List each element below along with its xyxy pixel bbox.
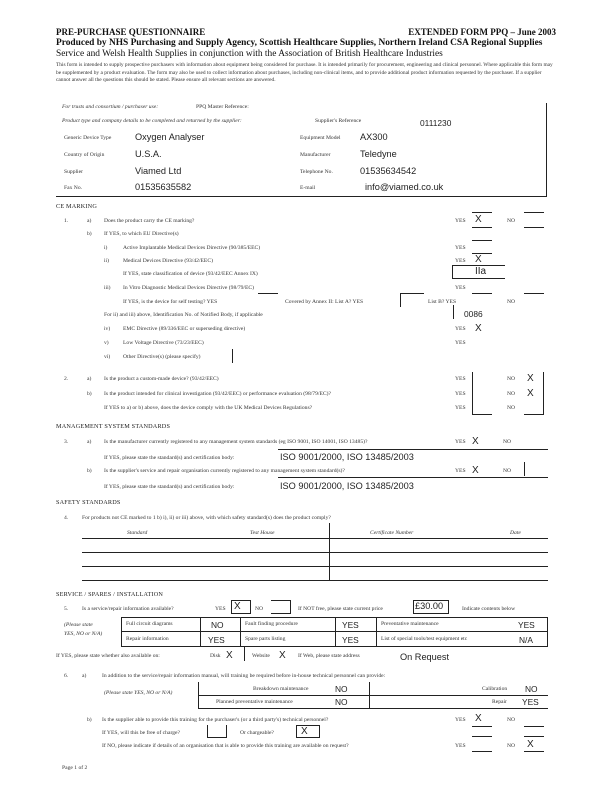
q6c-yes-label: YES (455, 743, 466, 749)
full-circuit-diagrams-label: Full circuit diagrams (126, 621, 173, 627)
directive-ii-yes-label: YES (455, 258, 466, 264)
web-address-label: If Web, please state address (298, 653, 360, 659)
q3a-letter: a) (87, 439, 92, 445)
directive-ii-number: ii) (104, 258, 109, 264)
self-testing-label: If YES, is the device for self testing? YES (123, 299, 218, 305)
q3a-state-value[interactable]: ISO 9001/2000, ISO 13485/2003 (280, 452, 414, 462)
q2a-yes-label: YES (455, 376, 466, 382)
q2a-no-checkbox[interactable]: X (527, 373, 534, 384)
q6c-text: If NO, please indicate if details of an organisation that is able to provide this training are available on request? (102, 743, 349, 749)
q6c-yes-bottom-line (472, 751, 492, 752)
intro-text: This form is intended to supply prospective purchasers with information about equipment being considered for purchase. It is intended primarily for procurement, engineering and clinical personnel. Where applicable this form may be supplemented by a product evaluation. The form may also be used to collect information about purchases, including non-clinical items, and to provide additional product information requested by the purchaser. If a supplier cannot answer all the questions this should be stated. Please ensure all relevant sections are answered. (56, 62, 553, 83)
list-b-label: List B? YES (428, 299, 457, 305)
contents-label: Indicate contents below (462, 606, 516, 612)
directive-iii-yes-label: YES (455, 285, 466, 291)
q2c-text: If YES to a) or b) above, does the device comply with the UK Medical Devices Regulations? (104, 405, 313, 411)
q2a-letter: a) (87, 376, 92, 382)
q1a-no-label: NO (507, 218, 516, 224)
q1a-letter: a) (87, 218, 92, 224)
q2c-yes-label: YES (455, 405, 466, 411)
q6b-letter: b) (87, 717, 92, 723)
directive-iv-text: EMC Directive (89/336/EEC or superseding directive) (123, 326, 246, 332)
service-grid-v1 (200, 617, 201, 647)
q3a-no-label: NO (503, 439, 512, 445)
directive-vi-text: Other Directive(s) (please specify) (123, 354, 201, 360)
repair-value[interactable]: YES (522, 697, 539, 707)
q2b-letter: b) (87, 391, 92, 397)
q3-number: 3. (64, 439, 69, 445)
directive-iv-number: iv) (104, 326, 111, 332)
list-b-no-line (524, 293, 544, 294)
q1-number: 1. (64, 218, 69, 224)
service-grid-v4 (376, 617, 377, 647)
equipment-model-label: Equipment Model (300, 135, 341, 141)
website-checkbox[interactable]: X (279, 650, 286, 661)
q2b-text: Is the product intended for clinical investigation (93/42/EEC) or performance evaluation (98/79/EC)? (104, 391, 331, 397)
email-label: E-mail (300, 185, 316, 191)
q3b-state-label: If YES, please state the standard(s) and certification body: (104, 484, 235, 490)
col-certificate-number: Certificate Number (370, 530, 414, 536)
equipment-model-value[interactable]: AX300 (360, 132, 388, 142)
q6c-yes-top-line (472, 736, 492, 737)
q3b-no-border (524, 462, 525, 476)
service-grid-v2 (240, 617, 241, 647)
q6b-no-line (524, 726, 544, 727)
country-of-origin-label: Country of Origin (64, 152, 105, 158)
q3b-letter: b) (87, 468, 92, 474)
telephone-label: Telephone No. (300, 169, 333, 175)
calibration-value[interactable]: NO (525, 684, 538, 694)
generic-device-type-label: Generic Device Type (64, 135, 112, 141)
training-side-label: (Please state YES, NO or N/A) (104, 690, 173, 696)
q6c-no-checkbox[interactable]: X (527, 739, 534, 750)
q6-number: 6. (64, 673, 69, 679)
safety-table-row[interactable] (82, 552, 548, 553)
planned-maintenance-value[interactable]: NO (335, 697, 348, 707)
free-of-charge-label: If YES, will this be free of charge? (102, 730, 180, 736)
q2b-no-checkbox[interactable]: X (527, 388, 534, 399)
country-of-origin-value[interactable]: U.S.A. (135, 149, 162, 159)
list-a-box[interactable] (400, 293, 424, 307)
q4-number: 4. (64, 515, 69, 521)
q3b-yes-label: YES (455, 468, 466, 474)
q1a-yes-top-line (472, 212, 492, 213)
list-b-no-label: NO (507, 299, 516, 305)
q2a-no-label: NO (507, 376, 516, 382)
manufacturer-value[interactable]: Teledyne (360, 149, 397, 159)
service-grid-v3 (335, 617, 336, 647)
q3b-text: Is the supplier's service and repair organisation currently registered to any management system standard(s)? (104, 468, 345, 474)
fax-value[interactable]: 01535635582 (135, 182, 192, 192)
preventative-maintenance-label: Preventative maintenance (381, 621, 439, 627)
ppq-master-ref-label: PPQ Master Reference: (196, 104, 249, 110)
q4-text: For products not CE marked to 1 b) i), ii) or iii) above, with which safety standard(s) does the product comply? (82, 515, 331, 521)
telephone-value[interactable]: 01535634542 (360, 166, 417, 176)
q3b-no-label: NO (503, 468, 512, 474)
notified-body-value[interactable]: 0086 (464, 309, 483, 319)
management-heading: MANAGEMENT SYSTEM STANDARDS (56, 423, 171, 430)
directive-i-text: Active Implantable Medical Devices Directive (90/385/EEC) (123, 245, 261, 251)
producer-line-1: Produced by NHS Purchasing and Supply Agency, Scottish Healthcare Supplies, Northern Ireland CSA Regional Supplies (56, 38, 543, 48)
spare-parts-value[interactable]: YES (342, 635, 359, 645)
q5-yes-checkbox[interactable]: X (234, 601, 241, 612)
q3a-divider (278, 449, 548, 450)
q5-text: Is a service/repair information available? (82, 606, 174, 612)
q6a-letter: a) (82, 673, 87, 679)
q6b-no-label: NO (507, 717, 516, 723)
directive-iii-text: In Vitro Diagnostic Medical Devices Directive (98/79/EC) (123, 285, 254, 291)
purchaser-use-label: For trusts and consortium / purchaser use: (62, 104, 159, 110)
repair-information-value[interactable]: YES (208, 635, 225, 645)
disk-divider (244, 647, 245, 661)
directive-ii-yes-checkbox[interactable]: X (475, 254, 482, 265)
spare-parts-label: Spare parts listing (245, 636, 286, 642)
self-testing-line (258, 293, 278, 294)
q2-yes-column-box (472, 372, 492, 415)
preventative-maintenance-value[interactable]: YES (518, 620, 535, 630)
fault-finding-value[interactable]: YES (342, 620, 359, 630)
q3a-state-label: If YES, please state the standard(s) and certification body: (104, 455, 235, 461)
q6b-text: Is the supplier able to provide this training for the purchaser's (or a third party's) technical personnel? (102, 717, 329, 723)
q6c-no-top-line (524, 736, 544, 737)
ref-box-bottom-border (56, 196, 547, 197)
repair-information-label: Repair information (126, 636, 169, 642)
available-on-label: If YES, please state whether also available on: (56, 653, 160, 659)
q5-no-label: NO (255, 606, 264, 612)
breakdown-maintenance-label: Breakdown maintenance (253, 686, 309, 692)
q2-no-column-box (524, 372, 544, 415)
form-title: PRE-PURCHASE QUESTIONNAIRE (56, 27, 206, 37)
q3b-divider (278, 477, 548, 478)
disk-label: Disk (210, 653, 221, 659)
q1a-no-top-line (524, 212, 544, 213)
supplier-ref-value[interactable]: 0111230 (420, 118, 452, 128)
directive-iv-yes-label: YES (455, 326, 466, 332)
supplier-label: Supplier (64, 169, 83, 175)
calibration-label: Calibration (482, 686, 508, 692)
training-grid-bottom (198, 708, 548, 709)
q2-number: 2. (64, 376, 69, 382)
service-heading: SERVICE / SPARES / INSTALLATION (56, 591, 164, 598)
supplier-value[interactable]: Viamed Ltd (135, 166, 182, 176)
manufacturer-label: Manufacturer (300, 152, 331, 158)
directive-v-text: Low Voltage Directive (73/23/EEC) (123, 340, 204, 346)
other-directive-field[interactable] (232, 349, 233, 363)
email-value[interactable]: info@viamed.co.uk (365, 182, 444, 192)
supplier-note: Product type and company details to be completed and returned by the supplier: (62, 118, 242, 124)
q1a-text: Does the product carry the CE marking? (104, 218, 195, 224)
q6b-yes-checkbox[interactable]: X (475, 713, 482, 724)
q2b-yes-label: YES (455, 391, 466, 397)
q1b-letter: b) (87, 231, 92, 237)
safety-table-row[interactable] (82, 566, 548, 567)
safety-heading: SAFETY STANDARDS (56, 499, 121, 506)
form-version: EXTENDED FORM PPQ – June 2003 (408, 27, 556, 37)
q6a-text: In addition to the service/repair information manual, will training be required before in-house technical personnel can provide: (102, 673, 386, 679)
service-side-label-1: (Please state (64, 622, 93, 628)
q2c-no-label: NO (507, 405, 516, 411)
website-label: Website (252, 653, 270, 659)
q3a-yes-checkbox[interactable]: X (472, 436, 479, 447)
q1a-yes-label: YES (455, 218, 466, 224)
training-grid-midline (198, 695, 548, 696)
q6c-no-label: NO (507, 743, 516, 749)
generic-device-type-value[interactable]: Oxygen Analyser (135, 132, 205, 142)
directive-v-number: v) (104, 340, 109, 346)
ref-box-right-border (546, 103, 547, 197)
q3a-text: Is the manufacturer currently registered to any management system standards (eg ISO 9001, ISO 14001, ISO 13485)? (104, 439, 368, 445)
q6b-yes-label: YES (455, 717, 466, 723)
notified-body-label: For ii) and iii) above, Identification No. of Notified Body, if applicable (104, 312, 263, 318)
fault-finding-label: Fault finding procedure (245, 621, 298, 627)
ce-marking-heading: CE MARKING (56, 203, 98, 210)
page-number: Page 1 of 2 (62, 765, 88, 771)
q1a-no-bottom-line (524, 227, 544, 228)
chargeable-checkbox[interactable]: X (301, 726, 308, 737)
directive-i-yes-label: YES (455, 245, 466, 251)
q1b-text: If YES, to which EU Directive(s) (104, 231, 179, 237)
directive-iv-yes-checkbox[interactable]: X (475, 323, 482, 334)
supplier-ref-label: Supplier's Reference (315, 118, 362, 124)
q3b-yes-checkbox[interactable]: X (472, 465, 479, 476)
q2b-no-label: NO (507, 391, 516, 397)
full-circuit-diagrams-value[interactable]: NO (211, 620, 224, 630)
producer-line-2: Service and Welsh Health Supplies in conjunction with the Association of British Healthcare Industries (56, 49, 443, 59)
q5-number: 5. (64, 606, 69, 612)
q6b-yes-line (472, 726, 492, 727)
breakdown-maintenance-value[interactable]: NO (335, 684, 348, 694)
q6c-no-bottom-line (524, 751, 544, 752)
directive-v-yes-label: YES (455, 340, 466, 346)
fax-label: Fax No. (64, 185, 83, 191)
classification-value[interactable]: IIa (475, 266, 487, 277)
col-standard: Standard (127, 530, 148, 536)
special-tools-label: List of special tools/test equipment etc (381, 636, 468, 642)
q5-no-box[interactable] (271, 600, 291, 614)
list-b-line (472, 293, 492, 294)
annex-list-a-label: Covered by Annex II: List A? YES (285, 299, 364, 305)
classification-label: If YES, state classification of device (93/42/EEC Annex IX) (123, 271, 258, 277)
web-address-value[interactable]: On Request (400, 652, 450, 662)
planned-maintenance-label: Planned preventative maintenance (216, 699, 293, 705)
special-tools-value[interactable]: N/A (519, 635, 533, 645)
q3a-yes-label: YES (455, 439, 466, 445)
directive-ii-text: Medical Devices Directive (93/42/EEC) (123, 258, 213, 264)
q1a-yes-checkbox[interactable]: X (475, 214, 482, 225)
price-label: If NOT free, please state current price (298, 606, 383, 612)
chargeable-label: Or chargeable? (240, 730, 274, 736)
safety-table-row[interactable] (82, 580, 548, 581)
service-side-label-2: YES, NO or N/A) (64, 631, 103, 637)
directive-iii-number: iii) (104, 285, 111, 291)
col-test-house: Test House (250, 530, 275, 536)
directive-i-top-line (472, 240, 492, 241)
price-value[interactable]: £30.00 (415, 601, 444, 611)
q5-yes-label: YES (215, 606, 226, 612)
q3b-state-value[interactable]: ISO 9001/2000, ISO 13485/2003 (280, 481, 414, 491)
directive-i-number: i) (104, 245, 108, 251)
q1a-yes-bottom-line (472, 227, 492, 228)
free-of-charge-box[interactable] (207, 725, 227, 738)
notified-body-box-left (453, 305, 454, 319)
safety-table-header-line (82, 538, 548, 539)
chargeable-box[interactable] (296, 725, 320, 738)
directive-vi-number: vi) (104, 354, 111, 360)
disk-checkbox[interactable]: X (226, 650, 233, 661)
repair-label: Repair (492, 699, 507, 705)
q2a-text: Is the product a custom-made device? (93/42/EEC) (104, 376, 219, 382)
col-date: Date (510, 530, 521, 536)
